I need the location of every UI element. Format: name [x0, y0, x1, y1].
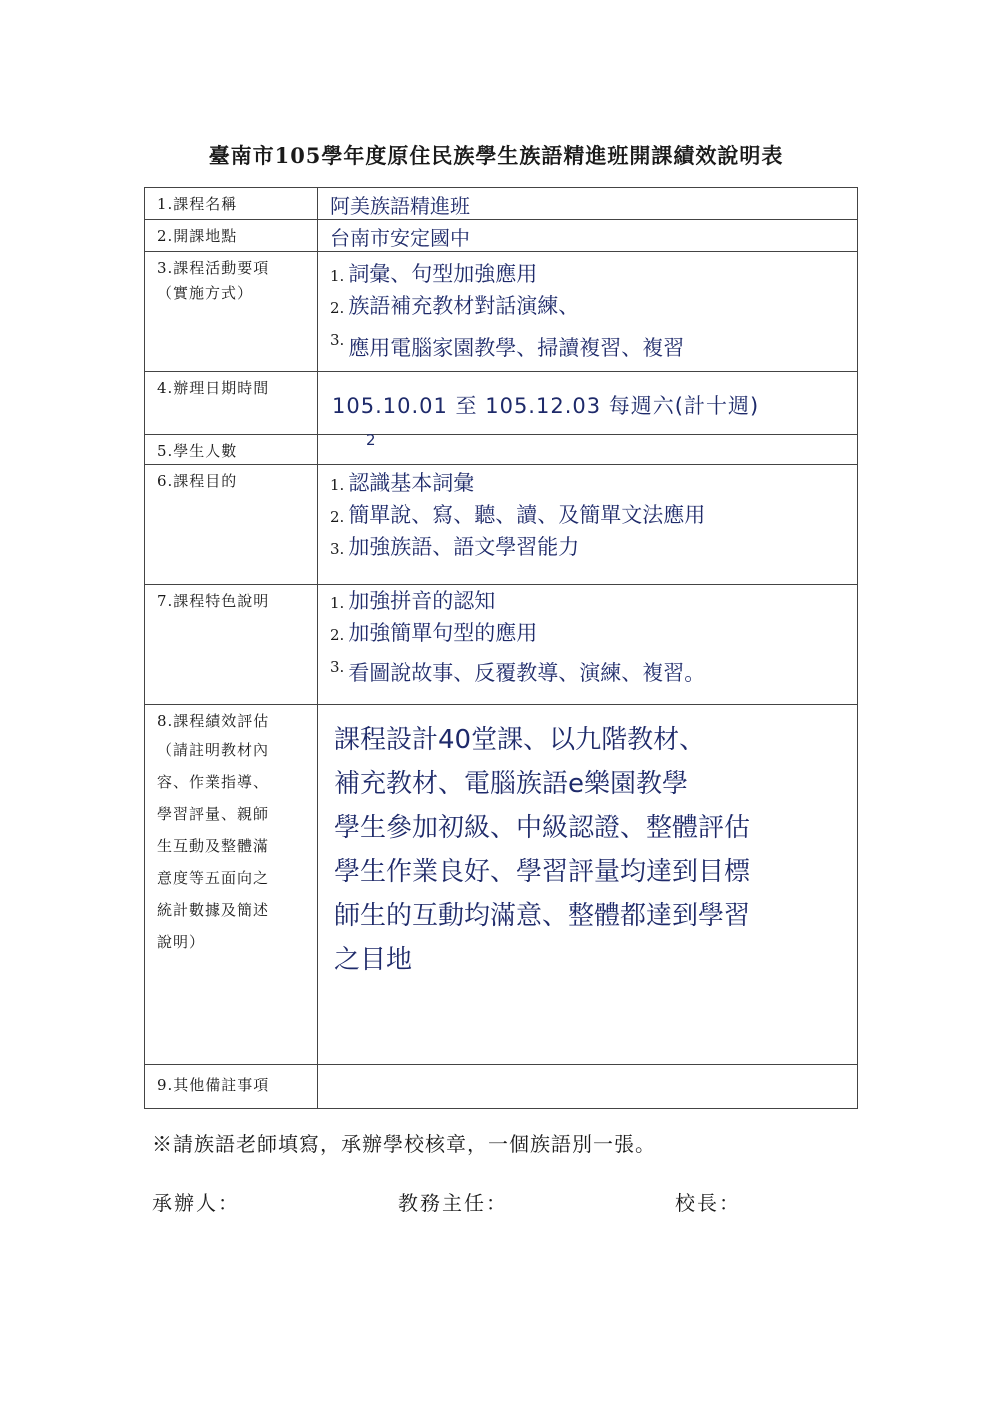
row-location: [145, 220, 858, 252]
label-features: 7.課程特色說明: [145, 585, 318, 705]
signature-principal: 校長：: [675, 1191, 741, 1215]
label-evaluation-line1: 8.課程績效評估: [157, 712, 270, 730]
evaluation-line-2: 補充教材、電腦族語e樂園教學: [334, 769, 688, 799]
objective-line-2: 2. 簡單說、寫、聽、讀、及簡單文法應用: [330, 503, 706, 527]
label-objectives: 6.課程目的: [145, 465, 318, 585]
label-evaluation-line6: 意度等五面向之: [157, 869, 270, 887]
row-student-count: [145, 435, 858, 465]
label-evaluation-line7: 統計數據及簡述: [157, 901, 270, 919]
label-dates: 4.辦理日期時間: [145, 372, 318, 435]
feature-line-1: 1. 加強拼音的認知: [330, 589, 496, 613]
value-objectives: [318, 465, 858, 585]
feature-line-3: 3. 看圖說故事、反覆教導、演練、複習。: [330, 658, 706, 685]
page-title: 臺南市105學年度原住民族學生族語精進班開課績效說明表: [208, 143, 784, 168]
handwritten-location: 台南市安定國中: [330, 226, 470, 250]
value-features: [318, 585, 858, 705]
value-location: [318, 220, 858, 252]
label-evaluation: [145, 705, 318, 1065]
activity-line-2: 2. 族語補充教材對話演練、: [330, 294, 580, 318]
row-activities: [145, 252, 858, 372]
row-remarks: [145, 1065, 858, 1109]
feature-line-2: 2. 加強簡單句型的應用: [330, 621, 538, 645]
label-course-name: 1.課程名稱: [145, 188, 318, 220]
instruction-note: ※請族語老師填寫，承辦學校核章，一個族語別一張。: [152, 1132, 656, 1156]
label-evaluation-line5: 生互動及整體滿: [157, 837, 270, 855]
evaluation-line-4: 學生作業良好、學習評量均達到目標: [334, 857, 751, 887]
objective-line-1: 1. 認識基本詞彙: [330, 471, 475, 495]
row-features: [145, 585, 858, 705]
value-course-name: [318, 188, 858, 220]
signature-director: 教務主任：: [398, 1191, 508, 1215]
label-student-count: 5.學生人數: [145, 435, 318, 465]
objective-line-3: 3. 加強族語、語文學習能力: [330, 535, 580, 559]
label-activities-line2: （實施方式）: [157, 284, 254, 302]
activity-line-3: 3. 應用電腦家園教學、掃讀複習、複習: [330, 331, 685, 360]
label-evaluation-line8: 說明）: [157, 933, 206, 951]
evaluation-line-5: 師生的互動均滿意、整體都達到學習: [334, 901, 751, 931]
value-student-count: [318, 431, 858, 465]
row-evaluation: [145, 705, 858, 1065]
handwritten-dates: 105.10.01 至 105.12.03 每週六(計十週): [332, 394, 760, 418]
evaluation-line-1: 課程設計40堂課、以九階教材、: [334, 725, 706, 755]
row-objectives: [145, 465, 858, 585]
label-activities: [145, 252, 318, 372]
row-course-name: [145, 188, 858, 220]
row-dates: [145, 372, 858, 435]
label-activities-line1: 3.課程活動要項: [157, 259, 270, 277]
label-evaluation-line2: （請註明教材內: [157, 741, 270, 759]
value-dates: [318, 372, 858, 435]
handwritten-student-count: 2: [366, 431, 376, 449]
form-table: [144, 187, 858, 1109]
value-remarks: [318, 1065, 858, 1109]
label-location: 2.開課地點: [145, 220, 318, 252]
label-remarks: 9.其他備註事項: [145, 1065, 318, 1109]
evaluation-line-3: 學生參加初級、中級認證、整體評估: [334, 813, 751, 843]
value-activities: [318, 252, 858, 372]
signature-handler: 承辦人：: [152, 1191, 240, 1215]
activity-line-1: 1. 詞彙、句型加強應用: [330, 262, 538, 286]
value-evaluation: [318, 705, 858, 1065]
label-evaluation-line4: 學習評量、親師: [157, 805, 270, 823]
evaluation-line-6: 之目地: [334, 945, 413, 975]
label-evaluation-line3: 容、作業指導、: [157, 773, 270, 791]
handwritten-course-name: 阿美族語精進班: [330, 194, 470, 218]
